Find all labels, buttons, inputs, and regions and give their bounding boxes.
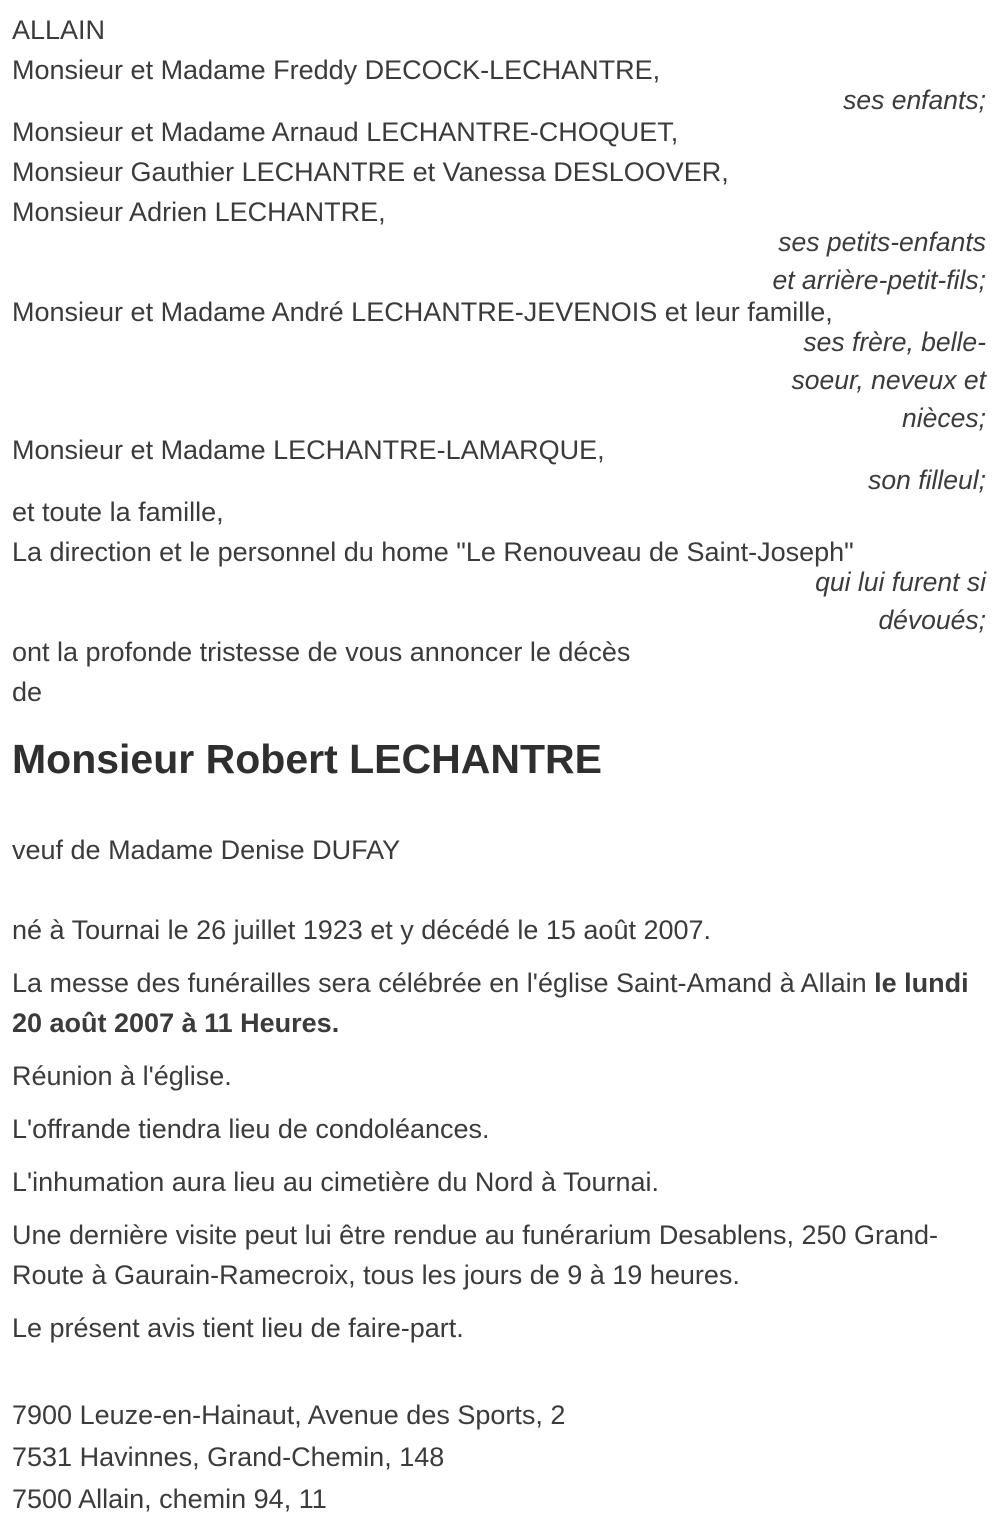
relation-label: dévoués;	[878, 605, 986, 635]
last-visit-line: Une dernière visite peut lui être rendue au funérarium Desablens, 250 Grand-Route à Gaurain-Ramecroix, tous les jours de 9 à 19 heures.	[12, 1220, 939, 1290]
relation-home-block	[12, 563, 986, 639]
address-line: 7500 Allain, chemin 94, 11	[12, 1484, 327, 1514]
relation-label: nièces;	[902, 403, 986, 433]
family-line-children: Monsieur et Madame Freddy DECOCK-LECHANTRE,	[12, 55, 661, 85]
address-list	[12, 1394, 986, 1520]
town-heading: ALLAIN	[12, 15, 106, 45]
announcement-line-1: ont la profonde tristesse de vous annoncer le décès	[12, 637, 631, 667]
address-line: 7900 Leuze-en-Hainaut, Avenue des Sports, 2	[12, 1400, 566, 1430]
address-line: 7531 Havinnes, Grand-Chemin, 148	[12, 1442, 445, 1472]
funeral-mass-info	[12, 963, 986, 1043]
family-line-brother: Monsieur et Madame André LECHANTRE-JEVENOIS et leur famille,	[12, 297, 833, 327]
birth-death-line: né à Tournai le 26 juillet 1923 et y décédé le 15 août 2007.	[12, 915, 712, 945]
family-line-grandchild-3: Monsieur Adrien LECHANTRE,	[12, 197, 386, 227]
relation-grandchildren-block	[12, 223, 986, 299]
relation-label: son filleul;	[868, 465, 986, 495]
deceased-name: Monsieur Robert LECHANTRE	[12, 736, 602, 782]
offering-line: L'offrande tiendra lieu de condoléances.	[12, 1114, 490, 1144]
burial-line: L'inhumation aura lieu au cimetière du Nord à Tournai.	[12, 1167, 660, 1197]
mass-datetime: le lundi 20 août 2007 à 11 Heures.	[12, 968, 969, 1038]
widower-line: veuf de Madame Denise DUFAY	[12, 835, 401, 865]
mass-text: La messe des funérailles sera célébrée en l'église Saint-Amand à Allain	[12, 968, 875, 998]
family-line-whole-family: et toute la famille,	[12, 497, 224, 527]
relation-label: qui lui furent si	[815, 567, 986, 597]
relation-label: ses petits-enfants	[778, 227, 986, 257]
faire-part-line: Le présent avis tient lieu de faire-part.	[12, 1313, 464, 1343]
relation-label: soeur, neveux et	[791, 365, 986, 395]
relation-label: ses enfants;	[843, 85, 986, 115]
family-line-grandchild-1: Monsieur et Madame Arnaud LECHANTRE-CHOQUET,	[12, 117, 679, 147]
family-line-godson: Monsieur et Madame LECHANTRE-LAMARQUE,	[12, 435, 605, 465]
relation-label: ses frère, belle-	[803, 327, 986, 357]
home-staff-line: La direction et le personnel du home "Le Renouveau de Saint-Joseph"	[12, 537, 854, 567]
family-line-grandchild-2: Monsieur Gauthier LECHANTRE et Vanessa DESLOOVER,	[12, 157, 729, 187]
relation-brother-block	[12, 323, 986, 437]
relation-label: et arrière-petit-fils;	[772, 265, 986, 295]
meeting-line: Réunion à l'église.	[12, 1061, 232, 1091]
announcement-line-2: de	[12, 677, 43, 707]
